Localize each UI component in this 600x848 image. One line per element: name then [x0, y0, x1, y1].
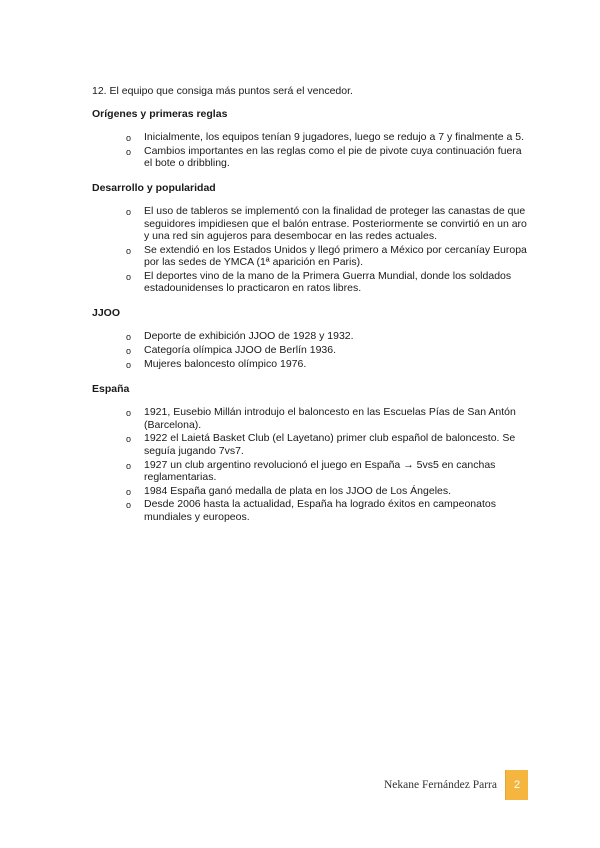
bullet-icon: o: [126, 360, 132, 371]
bullet-icon: o: [126, 500, 132, 511]
list-item-text: El deportes vino de la mano de la Primera Guerra Mundial, donde los soldados estadounidenses lo practicaron en ratos libres.: [144, 269, 512, 295]
bullet-icon: o: [126, 133, 132, 143]
list-item: [126, 243, 532, 269]
list-item-text: 1927 un club argentino revolucionó el juego en España → 5vs5 en canchas reglamentarias.: [144, 458, 496, 483]
author-name: Nekane Fernández Parra: [383, 779, 497, 791]
bullet-list: [92, 406, 532, 523]
section-heading: Orígenes y primeras reglas: [92, 108, 228, 120]
bullet-icon: o: [126, 346, 132, 357]
list-item-text: 1921, Eusebio Millán introdujo el baloncesto en las Escuelas Pías de San Antón (Barcelona).: [144, 406, 516, 431]
list-item-text: 1984 España ganó medalla de plata en los JJOO de Los Ángeles.: [144, 484, 452, 497]
bullet-icon: o: [126, 271, 132, 282]
list-item-text: Desde 2006 hasta la actualidad, España ha logrado éxitos en campeonatos mundiales y europeos.: [144, 498, 496, 523]
list-item: [126, 498, 532, 523]
section-heading: JJOO: [92, 307, 121, 320]
section-origenes: [92, 107, 532, 169]
list-item: [126, 344, 532, 357]
bullet-icon: o: [126, 332, 132, 343]
list-item-text: Se extendió en los Estados Unidos y llegó primero a México por cercaníay Europa por las sedes de YMCA (1ª aparición en Paris).: [144, 243, 527, 269]
list-item-text: El uso de tableros se implementó con la finalidad de proteger las canastas de que seguidores impidiesen que el balón entrase. Posteriormente se convirtió en un aro y una red sin agujeros para desembocar en las redes actuales.: [144, 205, 527, 242]
list-item: [126, 330, 532, 343]
list-item-text: Categoría olímpica JJOO de Berlín 1936.: [144, 344, 337, 357]
intro-paragraph: 12. El equipo que consiga más puntos será el vencedor.: [92, 85, 353, 97]
document-body: [92, 84, 532, 535]
list-item-text: Cambios importantes en las reglas como el pie de pivote cuya continuación fuera el bote o dribbling.: [144, 144, 522, 170]
section-desarrollo: [92, 181, 532, 294]
bullet-icon: o: [126, 408, 132, 419]
section-jjoo: [92, 306, 532, 370]
list-item-text: 1922 el Laietá Basket Club (el Layetano) primer club español de baloncesto. Se seguía jugando 7vs7.: [144, 432, 516, 457]
bullet-icon: o: [126, 207, 132, 218]
list-item: [126, 205, 532, 242]
list-item: [126, 358, 532, 371]
list-item-text: Mujeres baloncesto olímpico 1976.: [144, 358, 307, 371]
bullet-icon: o: [126, 146, 132, 157]
section-heading: España: [92, 383, 130, 396]
page-number: 2: [506, 770, 528, 800]
section-heading: Desarrollo y popularidad: [92, 182, 216, 195]
bullet-icon: o: [126, 245, 132, 256]
list-item: [126, 406, 532, 431]
section-espana: [92, 382, 532, 523]
bullet-list: [92, 131, 532, 169]
bullet-list: [92, 330, 532, 370]
bullet-icon: o: [126, 434, 132, 445]
list-item-text: Inicialmente, los equipos tenían 9 jugadores, luego se redujo a 7 y finalmente a 5.: [144, 131, 524, 143]
page-footer: [384, 770, 528, 800]
bullet-icon: o: [126, 460, 132, 471]
bullet-icon: o: [126, 486, 132, 497]
list-item: [126, 269, 532, 295]
list-item: [126, 144, 532, 170]
list-item-text: Deporte de exhibición JJOO de 1928 y 1932.: [144, 330, 354, 343]
list-item: [126, 432, 532, 457]
list-item: [126, 484, 532, 497]
bullet-list: [92, 205, 532, 294]
list-item: [126, 131, 532, 143]
list-item: [126, 458, 532, 484]
